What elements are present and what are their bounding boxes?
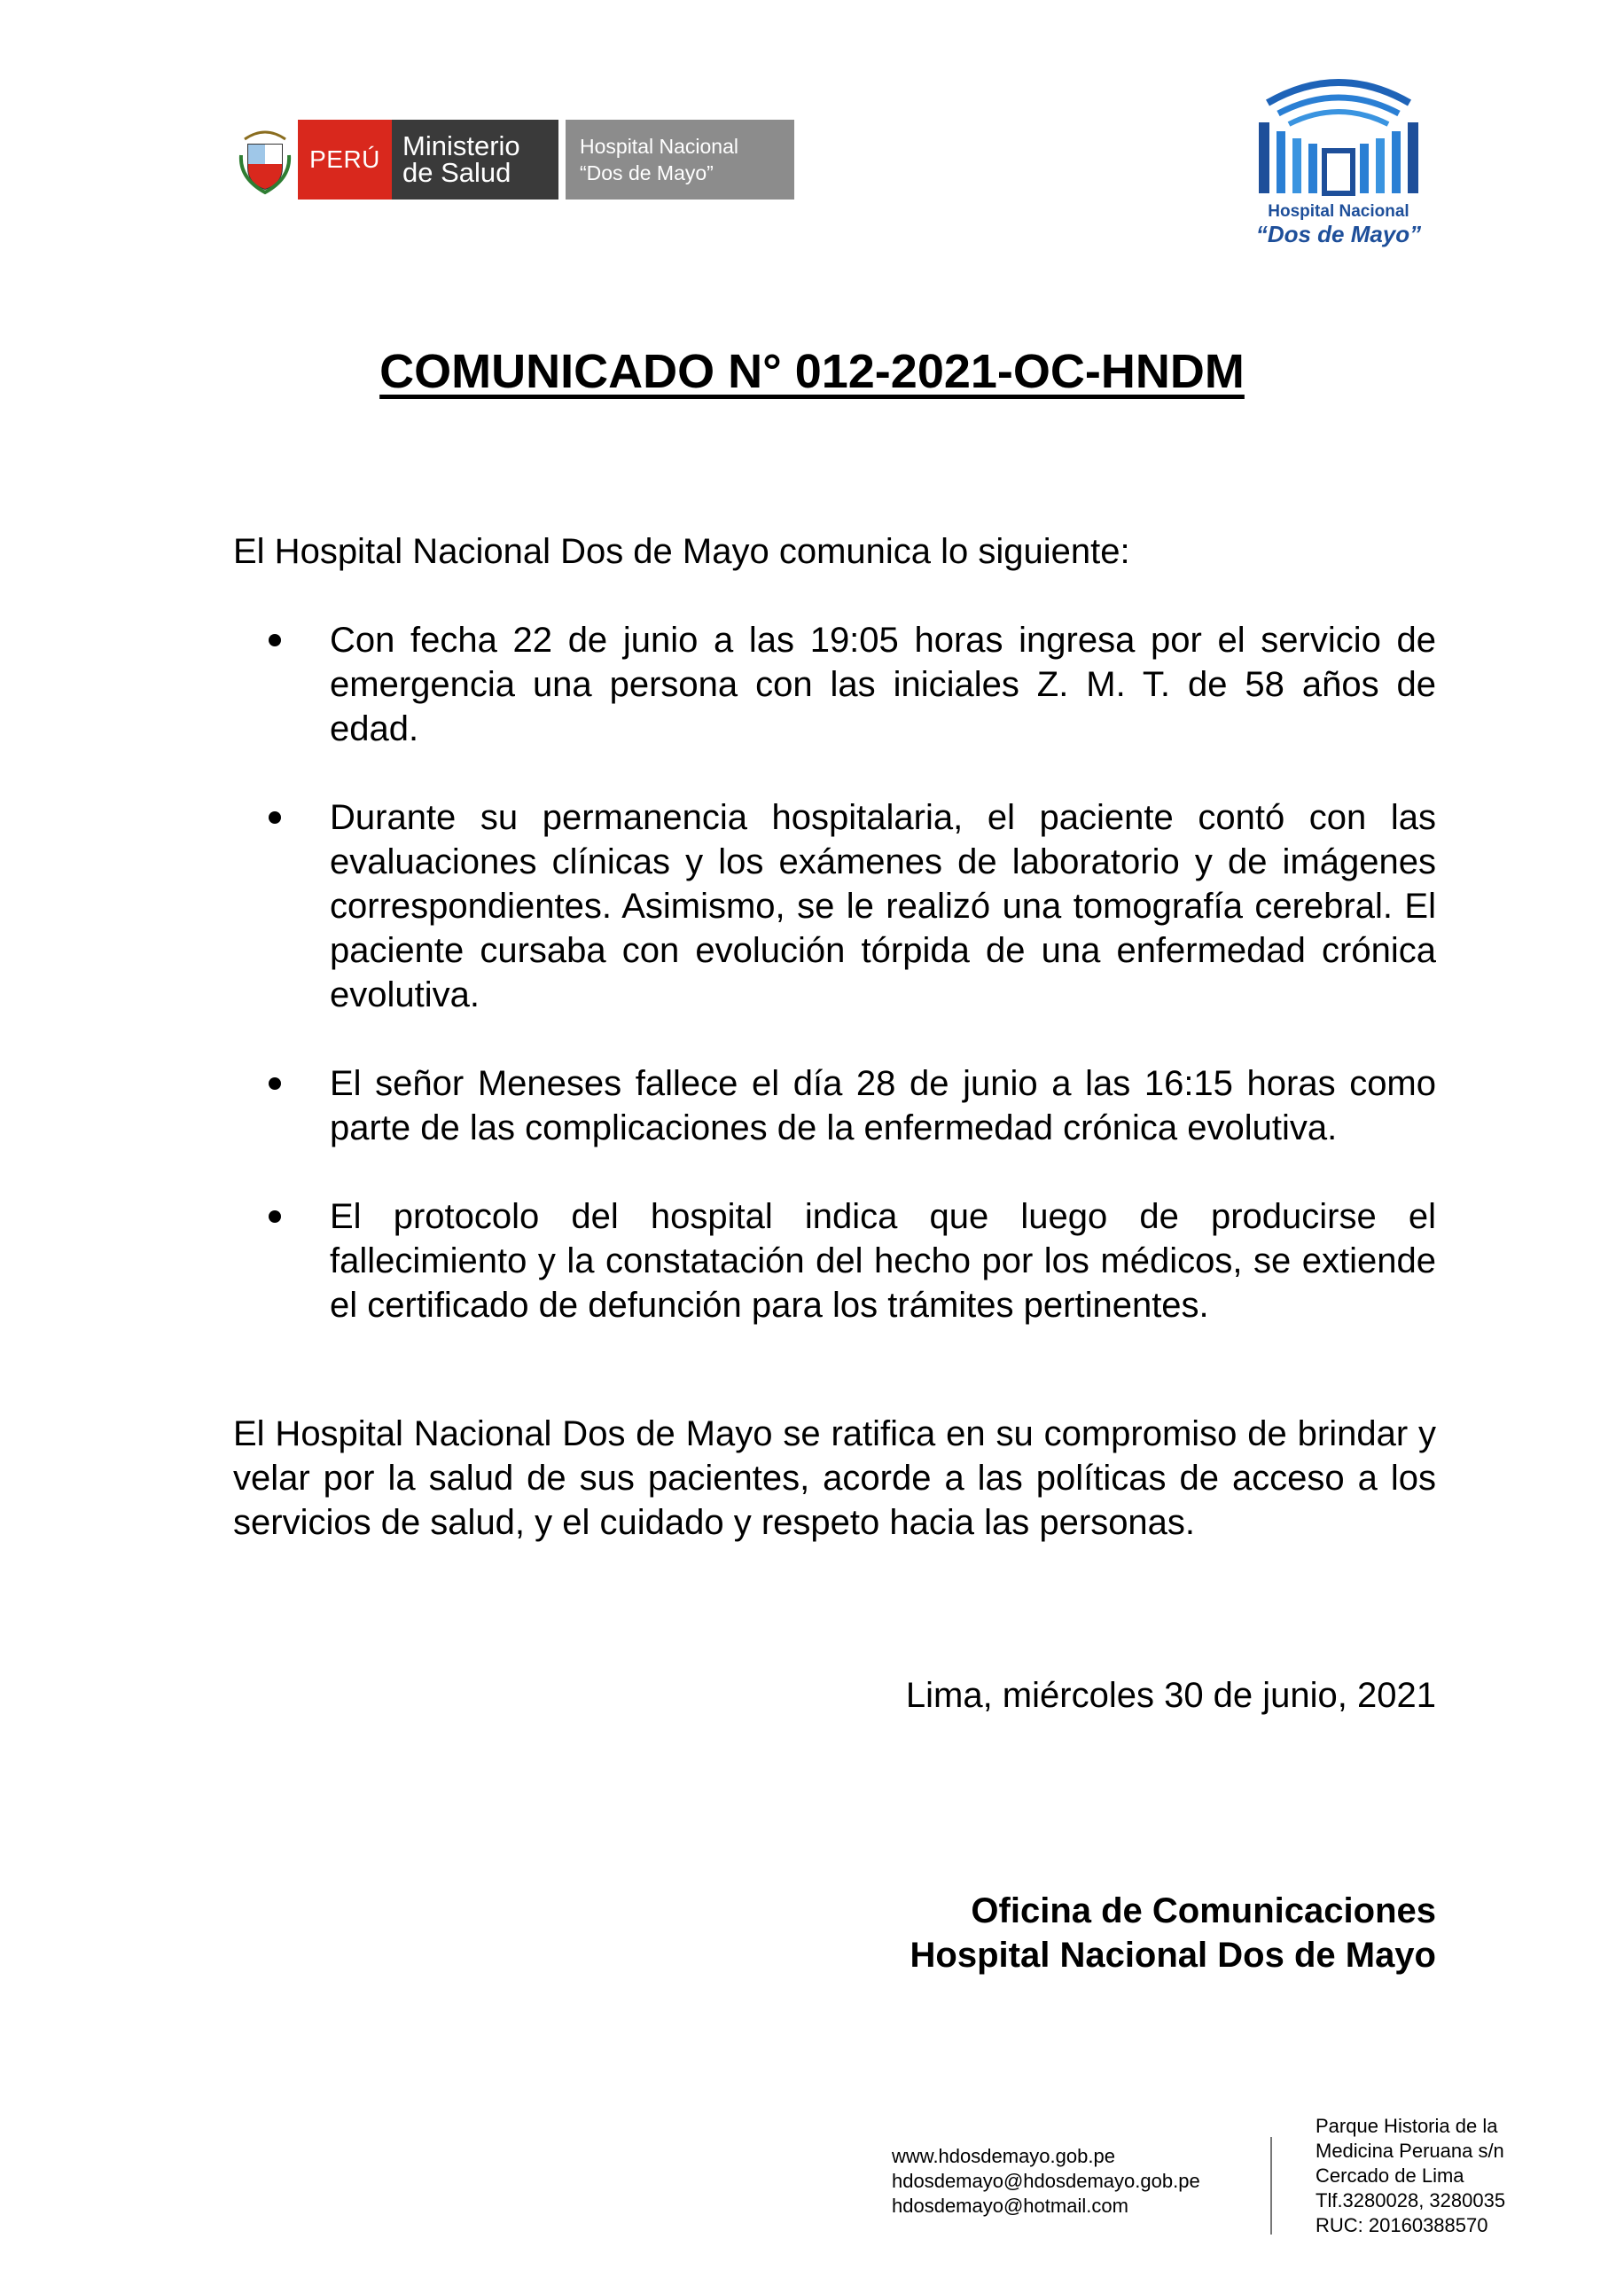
- hndm-logo-line2: “Dos de Mayo”: [1255, 221, 1422, 247]
- footer-address-line: Medicina Peruana s/n: [1316, 2140, 1504, 2162]
- list-item-text: Con fecha 22 de junio a las 19:05 horas ingresa por el servicio de emergencia una persona con las iniciales Z. M. T. de 58 años de edad.: [330, 621, 1436, 748]
- list-item: [269, 795, 1436, 1017]
- list-item-text: El protocolo del hospital indica que luego de producirse el fallecimiento y la constatación del hecho por los médicos, se extiende el certificado de defunción para los trámites pertinentes.: [330, 1197, 1436, 1325]
- footer-divider: [1270, 2137, 1272, 2235]
- hospital-line2: “Dos de Mayo”: [580, 161, 714, 184]
- list-item-text: El señor Meneses fallece el día 28 de junio a las 16:15 horas como parte de las complicaciones de la enfermedad crónica evolutiva.: [330, 1064, 1436, 1147]
- ministerio-line2: de Salud: [402, 157, 511, 188]
- footer-website-link[interactable]: www.hdosdemayo.gob.pe: [892, 2145, 1115, 2167]
- footer-ruc: RUC: 20160388570: [1316, 2214, 1488, 2236]
- bullet-icon: [269, 634, 281, 646]
- footer-address: [1316, 2114, 1505, 2238]
- page-title: COMUNICADO N° 012-2021-OC-HNDM: [379, 345, 1245, 398]
- bullet-icon: [269, 1077, 281, 1090]
- peru-coat-of-arms-icon: [238, 120, 293, 200]
- footer-email-link[interactable]: hdosdemayo@hotmail.com: [892, 2195, 1128, 2217]
- list-item-text: Durante su permanencia hospitalaria, el paciente contó con las evaluaciones clínicas y los exámenes de laboratorio y de imágenes correspondientes. Asimismo, se le realizó una tomografía cerebral. El paciente cursaba con evolución tórpida de una enfermedad crónica evolutiva.: [330, 798, 1436, 1014]
- hndm-logo-text: [1241, 202, 1436, 247]
- minsa-logo: [238, 120, 794, 200]
- hospital-line1: Hospital Nacional: [580, 135, 738, 158]
- ministerio-label: [392, 120, 558, 200]
- signature-block: [910, 1889, 1436, 1977]
- hospital-label: [566, 120, 794, 200]
- peru-label: PERÚ: [298, 120, 392, 200]
- hndm-logo-line1: Hospital Nacional: [1268, 202, 1409, 221]
- date-line: Lima, miércoles 30 de junio, 2021: [905, 1676, 1436, 1715]
- footer-address-line: Cercado de Lima: [1316, 2164, 1464, 2187]
- bullet-list: [269, 618, 1436, 1372]
- footer-phone: Tlf.3280028, 3280035: [1316, 2189, 1506, 2211]
- bullet-icon: [269, 811, 281, 824]
- footer-address-line: Parque Historia de la: [1316, 2115, 1498, 2137]
- footer-contact: [892, 2144, 1200, 2219]
- closing-paragraph: El Hospital Nacional Dos de Mayo se ratifica en su compromiso de brindar y velar por la salud de sus pacientes, acorde a las políticas de acceso a los servicios de salud, y el cuidado y respeto hacia las personas.: [233, 1414, 1436, 1542]
- list-item: [269, 1194, 1436, 1327]
- bullet-icon: [269, 1210, 281, 1223]
- list-item: [269, 1061, 1436, 1150]
- hndm-logo: [1241, 69, 1436, 255]
- list-item: [269, 618, 1436, 751]
- ministerio-line1: Ministerio: [402, 130, 520, 161]
- signature-line2: Hospital Nacional Dos de Mayo: [910, 1936, 1436, 1975]
- intro-paragraph: El Hospital Nacional Dos de Mayo comunica lo siguiente:: [233, 532, 1130, 571]
- signature-line1: Oficina de Comunicaciones: [971, 1891, 1436, 1930]
- hndm-building-icon: [1241, 69, 1436, 202]
- footer-email-link[interactable]: hdosdemayo@hdosdemayo.gob.pe: [892, 2170, 1200, 2192]
